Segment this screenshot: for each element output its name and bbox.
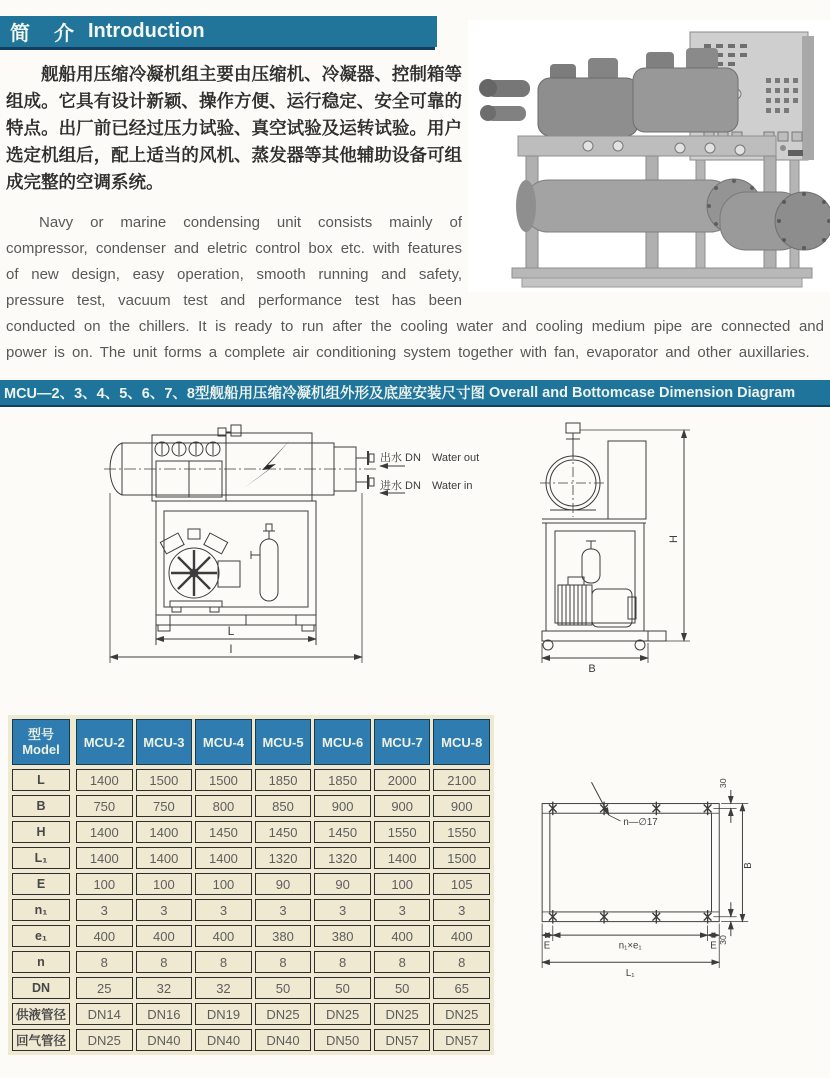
table-cell: 750 xyxy=(76,795,133,817)
table-cell: 25 xyxy=(76,977,133,999)
table-row-label: n₁ xyxy=(12,899,70,921)
table-cell: 8 xyxy=(76,951,133,973)
table-cell: 400 xyxy=(374,925,431,947)
table-col-header: MCU-6 xyxy=(314,719,371,765)
table-cell: DN16 xyxy=(136,1003,193,1025)
front-view-dim-L: L xyxy=(227,624,235,638)
table-cell: 1500 xyxy=(433,847,490,869)
plan-dim-B: B xyxy=(743,862,755,869)
table-cell: DN14 xyxy=(76,1003,133,1025)
table-cell: 1400 xyxy=(76,821,133,843)
table-cell: DN25 xyxy=(76,1029,133,1051)
table-cell: 1850 xyxy=(314,769,371,791)
table-cell: 1450 xyxy=(314,821,371,843)
table-cell: DN25 xyxy=(374,1003,431,1025)
table-row xyxy=(12,1003,490,1025)
table-cell: 32 xyxy=(136,977,193,999)
table-cell: 2100 xyxy=(433,769,490,791)
front-view-dim-l: l xyxy=(229,642,233,656)
dimension-drawings xyxy=(0,413,830,705)
table-col-header: MCU-7 xyxy=(374,719,431,765)
table-cell: 800 xyxy=(195,795,252,817)
intro-banner xyxy=(0,16,437,47)
table-cell: 900 xyxy=(433,795,490,817)
table-col-header: MCU-8 xyxy=(433,719,490,765)
table-row xyxy=(12,795,490,817)
table-row xyxy=(12,899,490,921)
table-cell: 8 xyxy=(314,951,371,973)
table-row-label: B xyxy=(12,795,70,817)
table-cell: 380 xyxy=(255,925,312,947)
table-cell: DN25 xyxy=(314,1003,371,1025)
section-banner-title-en: Overall and Bottomcase Dimension Diagram xyxy=(488,384,796,401)
table-cell: 1320 xyxy=(255,847,312,869)
table-cell: 400 xyxy=(433,925,490,947)
table-cell: 1500 xyxy=(136,769,193,791)
table-cell: 1850 xyxy=(255,769,312,791)
table-cell: 3 xyxy=(195,899,252,921)
water-out-label: 出水 DN Water out xyxy=(380,452,480,464)
table-cell: DN57 xyxy=(374,1029,431,1051)
table-cell: 100 xyxy=(136,873,193,895)
intro-paragraph-cn: 舰船用压缩冷凝机组主要由压缩机、冷凝器、控制箱等组成。它具有设计新颖、操作方便、运行稳定、安全可靠的特点。出厂前已经过压力试验、真空试验及运转试验。用户选定机组后，配上适当的风机、蒸发器等其他辅助设备可组成完整的空调系统。 xyxy=(6,64,462,192)
plan-dim-30-bottom: 30 xyxy=(718,935,728,945)
table-row xyxy=(12,873,490,895)
base-plan-wrap xyxy=(516,771,816,994)
table-row xyxy=(12,847,490,869)
spec-section xyxy=(0,715,830,1055)
table-row-label: n xyxy=(12,951,70,973)
section-banner-title-cn: MCU—2、3、4、5、6、7、8型舰船用压缩冷凝机组外形及底座安装尺寸图 xyxy=(4,386,485,402)
table-cell: 50 xyxy=(374,977,431,999)
table-cell: 3 xyxy=(374,899,431,921)
table-cell: 50 xyxy=(255,977,312,999)
table-corner-cell xyxy=(12,719,70,765)
table-cell: 1550 xyxy=(374,821,431,843)
plan-dim-E-left: E xyxy=(543,940,551,952)
table-cell: 100 xyxy=(76,873,133,895)
base-plan-drawing xyxy=(516,771,816,989)
table-row-label: DN xyxy=(12,977,70,999)
table-cell: 380 xyxy=(314,925,371,947)
table-row-label: E xyxy=(12,873,70,895)
table-cell: 8 xyxy=(255,951,312,973)
table-cell: 3 xyxy=(433,899,490,921)
table-row-label: 回气管径 xyxy=(12,1029,70,1051)
table-cell: 750 xyxy=(136,795,193,817)
table-cell: 400 xyxy=(76,925,133,947)
plan-dim-L1: L₁ xyxy=(625,967,635,979)
table-cell: DN57 xyxy=(433,1029,490,1051)
table-cell: 1400 xyxy=(136,821,193,843)
table-row xyxy=(12,1029,490,1051)
table-row-label: L₁ xyxy=(12,847,70,869)
table-cell: 2000 xyxy=(374,769,431,791)
table-cell: DN50 xyxy=(314,1029,371,1051)
intro-paragraph-en: Navy or marine condensing unit consists mainly of compressor, condenser and eletric control box etc. with features of new design, easy operation, smooth running and safety, pressure test, vacuum test and performance test has been conducted on the chillers. It is ready to run after the cooling water and cooling medium pipe are connected and power is on. The unit forms a complete air conditioning system together with fan, evaporator and other auxillaries. xyxy=(6,214,824,361)
corner-label-cn: 型号 xyxy=(27,727,54,742)
table-cell: 400 xyxy=(136,925,193,947)
condensing-unit-photo xyxy=(468,20,830,292)
table-cell: 850 xyxy=(255,795,312,817)
plan-holes-note: n—∅17 xyxy=(623,816,658,828)
table-cell: DN40 xyxy=(195,1029,252,1051)
table-row-label: H xyxy=(12,821,70,843)
table-cell: 900 xyxy=(374,795,431,817)
table-col-header: MCU-3 xyxy=(136,719,193,765)
corner-label-en: Model xyxy=(22,742,60,757)
table-cell: 8 xyxy=(433,951,490,973)
table-cell: 90 xyxy=(314,873,371,895)
table-cell: 90 xyxy=(255,873,312,895)
table-row-label: L xyxy=(12,769,70,791)
table-cell: DN25 xyxy=(255,1003,312,1025)
table-cell: DN25 xyxy=(433,1003,490,1025)
table-cell: 1400 xyxy=(195,847,252,869)
table-cell: 3 xyxy=(76,899,133,921)
table-cell: 1400 xyxy=(76,769,133,791)
table-row xyxy=(12,951,490,973)
table-cell: 1550 xyxy=(433,821,490,843)
table-cell: 400 xyxy=(195,925,252,947)
side-view-dim-H: H xyxy=(668,535,680,543)
table-cell: 65 xyxy=(433,977,490,999)
spec-table xyxy=(8,715,494,1055)
table-cell: 100 xyxy=(195,873,252,895)
table-cell: 1400 xyxy=(374,847,431,869)
table-header-row xyxy=(12,719,490,765)
table-cell: DN40 xyxy=(255,1029,312,1051)
table-cell: 8 xyxy=(195,951,252,973)
table-cell: 105 xyxy=(433,873,490,895)
intro-banner-title-cn: 简 介 xyxy=(10,23,76,45)
plan-dim-pitch: n₁×e₁ xyxy=(618,940,642,952)
table-cell: 3 xyxy=(136,899,193,921)
table-row-label: e₁ xyxy=(12,925,70,947)
table-row xyxy=(12,925,490,947)
table-col-header: MCU-4 xyxy=(195,719,252,765)
table-cell: 1500 xyxy=(195,769,252,791)
table-cell: 1400 xyxy=(76,847,133,869)
water-in-label: 进水 DN Water in xyxy=(380,480,473,492)
intro-banner-title-en: Introduction xyxy=(88,20,205,42)
table-cell: 8 xyxy=(374,951,431,973)
table-cell: 3 xyxy=(255,899,312,921)
plan-dim-30-top: 30 xyxy=(718,778,728,789)
table-cell: 900 xyxy=(314,795,371,817)
table-row xyxy=(12,821,490,843)
front-view-drawing xyxy=(100,423,480,695)
table-cell: 8 xyxy=(136,951,193,973)
table-cell: 100 xyxy=(374,873,431,895)
table-cell: 50 xyxy=(314,977,371,999)
dimension-section-banner xyxy=(0,380,830,407)
product-photo xyxy=(468,20,830,292)
table-cell: DN19 xyxy=(195,1003,252,1025)
table-cell: 32 xyxy=(195,977,252,999)
lightning-bolt-icon xyxy=(244,440,290,488)
plan-dim-E-right: E xyxy=(710,940,717,952)
table-cell: 3 xyxy=(314,899,371,921)
table-row xyxy=(12,769,490,791)
table-row xyxy=(12,977,490,999)
table-col-header: MCU-5 xyxy=(255,719,312,765)
table-row-label: 供液管径 xyxy=(12,1003,70,1025)
table-cell: DN40 xyxy=(136,1029,193,1051)
side-view-drawing xyxy=(528,417,703,675)
table-cell: 1450 xyxy=(195,821,252,843)
table-col-header: MCU-2 xyxy=(76,719,133,765)
table-cell: 1320 xyxy=(314,847,371,869)
table-cell: 1400 xyxy=(136,847,193,869)
side-view-dim-B: B xyxy=(588,663,596,675)
table-cell: 1450 xyxy=(255,821,312,843)
